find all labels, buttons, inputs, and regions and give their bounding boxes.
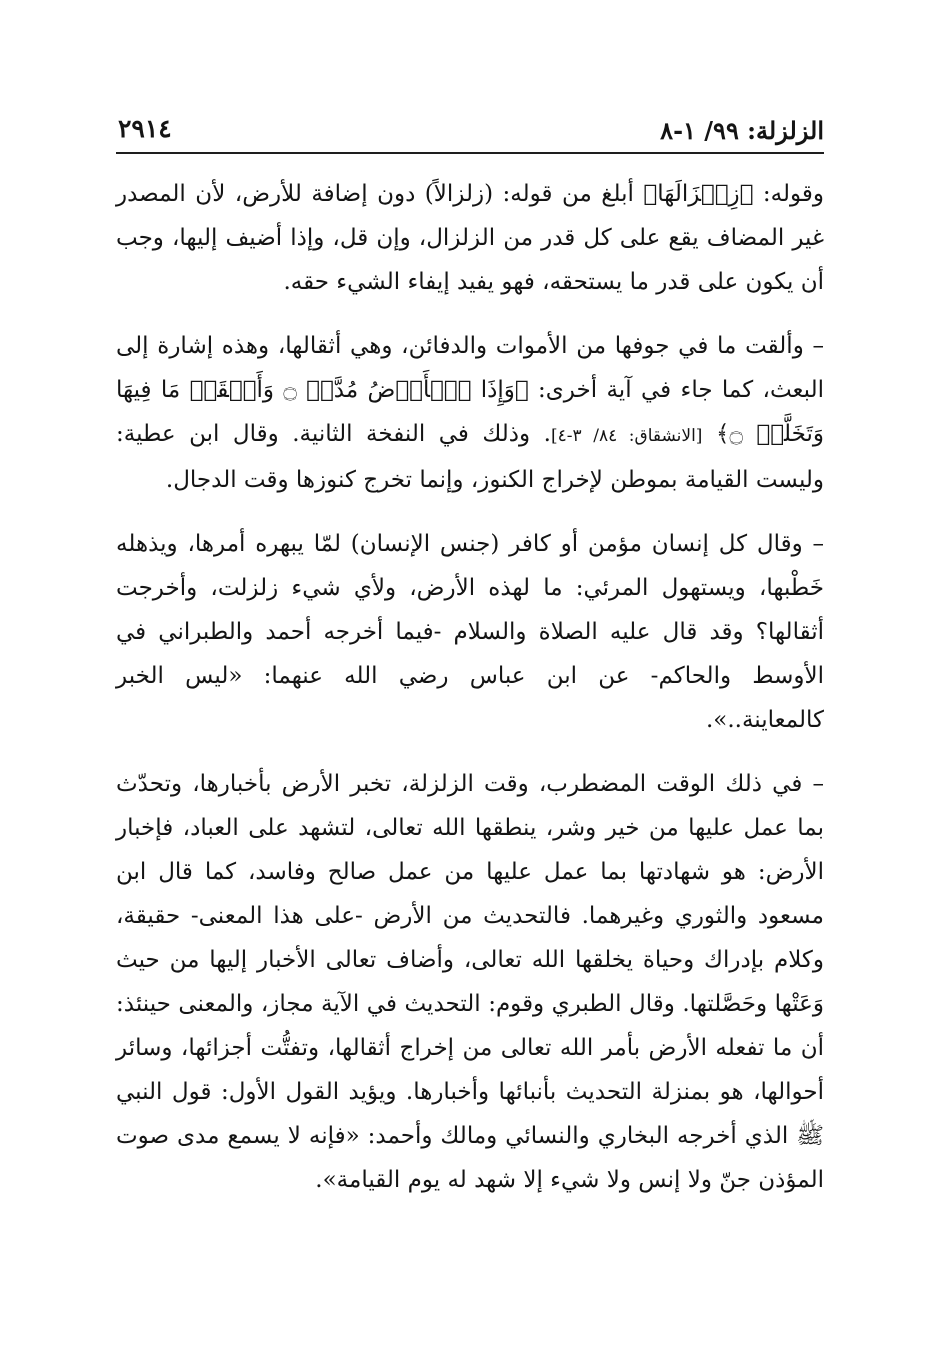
page-header	[116, 112, 824, 150]
paragraph-2	[116, 324, 824, 502]
paragraph-2-continuation: . وذلك في النفخة الثانية. وقال ابن عطية: وليست القيامة بموطن لإخراج الكنوز، وإنما تخرج كنوزها وقت الدجال.	[116, 421, 824, 493]
header-divider	[116, 152, 824, 154]
paragraph-1: وقوله: ﴿زِلۡزَالَهَا﴾ أبلغ من قوله: (زلزالاً) دون إضافة للأرض، لأن المصدر غير المضاف يقع على كل قدر من الزلزال، وإن قل، وإذا أضيف إليها، وجب أن يكون على قدر ما يستحقه، فهو يفيد إيفاء الشيء حقه.	[116, 181, 824, 295]
paragraph-4: – في ذلك الوقت المضطرب، وقت الزلزلة، تخبر الأرض بأخبارها، وتحدّث بما عمل عليها من خير وشر، ينطقها الله تعالى، لتشهد على العباد، فإخبار الأرض: هو شهادتها بما عمل عليها من عمل صالح وفاسد، كما قال ابن مسعود والثوري وغيرهما. فالتحديث من الأرض -على هذا المعنى- حقيقة، وكلام بإدراك وحياة يخلقها الله تعالى، وأضاف تعالى الأخبار إليها من حيث وَعَتْها وحَصَّلتها. وقال الطبري وقوم: التحديث في الآية مجاز، والمعنى حينئذ: أن ما تفعله الأرض بأمر الله تعالى من إخراج أثقالها، وتفتُّت أجزائها، وسائر أحوالها، هو بمنزلة التحديث بأنبائها وأخبارها. ويؤيد القول الأول: قول النبي ﷺ الذي أخرجه البخاري والنسائي ومالك وأحمد: «فإنه لا يسمع مدى صوت المؤذن جنّ ولا إنس ولا شيء إلا شهد له يوم القيامة».	[116, 771, 824, 1193]
page-body	[116, 172, 824, 1202]
paragraph-3: – وقال كل إنسان مؤمن أو كافر (جنس الإنسان) لمّا يبهره أمرها، ويذهله خَطْبها، ويستهول المرئي: ما لهذه الأرض، ولأي شيء زلزلت، وأخرجت أثقالها؟ وقد قال عليه الصلاة والسلام -فيما أخرجه أحمد والطبراني في الأوسط والحاكم- عن ابن عباس رضي الله عنهما: «ليس الخبر كالمعاينة..».	[116, 531, 824, 733]
page-number: ٢٩١٤	[118, 114, 172, 143]
paragraph-2-text: – وألقت ما في جوفها من الأموات والدفائن، وهي أثقالها، وهذه إشارة إلى البعث، كما جاء في آية أخرى: ﴿وَإِذَا ٱلۡأَرۡضُ مُدَّتۡ ۝ وَأَلۡقَتۡ مَا فِيهَا وَتَخَلَّتۡ ۝﴾	[116, 333, 824, 447]
chapter-title: الزلزلة: ٩٩/ ١-٨	[660, 116, 824, 145]
quran-citation: [الانشقاق: ٨٤/ ٣-٤]	[550, 426, 703, 446]
